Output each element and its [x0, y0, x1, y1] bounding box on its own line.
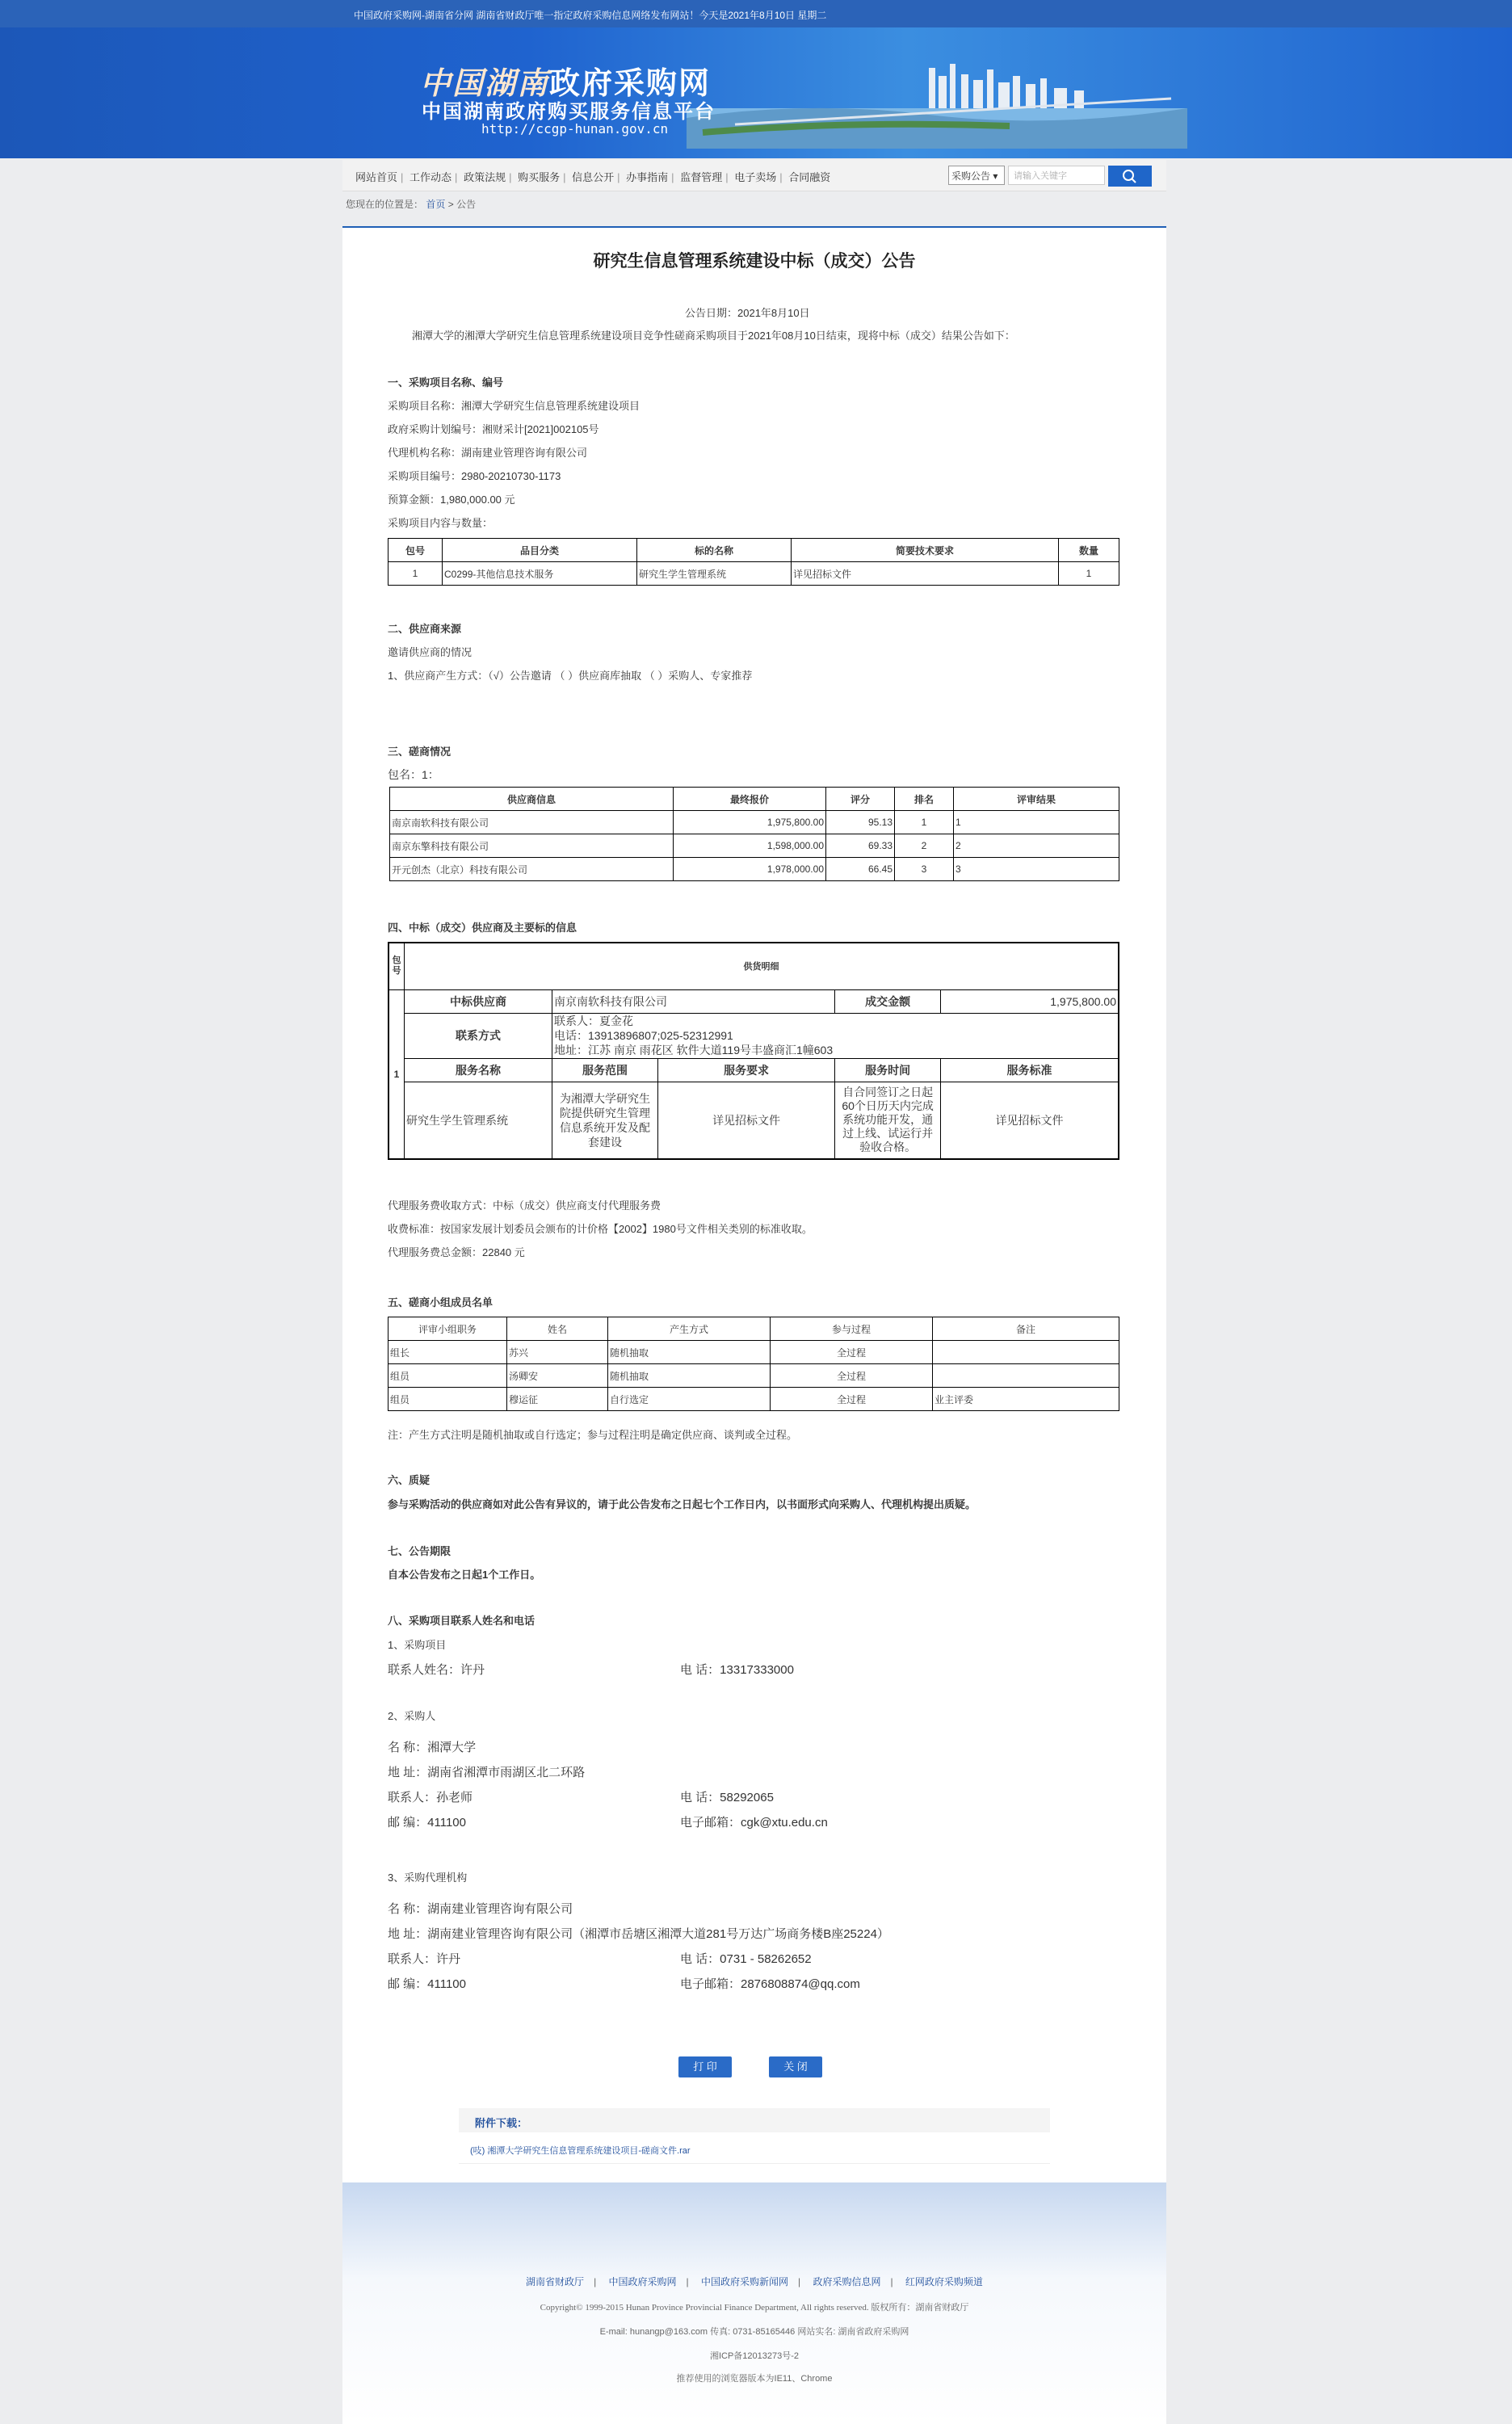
winner-contact: 联系人：夏金花 电话：13913896807;025-52312991 地址：江苏 南京 雨花区 软件大道119号丰盛商汇1幢603	[552, 1013, 1119, 1058]
period-text: 自本公告发布之日起1个工作日。	[388, 1569, 541, 1581]
site-logo[interactable]: 中国湖南政府采购网	[420, 65, 712, 101]
attachments-header: 附件下载：	[459, 2108, 1050, 2132]
table-row: 南京东擎科技有限公司 1,598,000.00 69.33 2 2	[390, 834, 1119, 858]
section-3-heading: 三、磋商情况	[388, 746, 452, 758]
section-8-heading: 八、采购项目联系人姓名和电话	[388, 1615, 536, 1627]
nav-item-finance[interactable]: 合同融资	[788, 171, 831, 183]
top-strip-text: 中国政府采购网-湖南省分网 湖南省财政厅唯一指定政府采购信息网络发布网站！今天是2021年8月10日 星期二	[354, 10, 827, 21]
footer-icp[interactable]: 湘ICP备12013273号-2	[709, 2351, 800, 2361]
section-6-heading: 六、质疑	[388, 1474, 430, 1486]
footer-contact: E-mail: hunangp@163.com 传真: 0731-85165446 网站实名: 湖南省政府采购网	[599, 2327, 909, 2337]
footer: 湖南省财政厅 | 中国政府采购网 | 中国政府采购新闻网 | 政府采购信息网 | 红网政府采购频道 Copyright© 1999-2015 Hunan Province Provincial Finance Department, All rights reserved. 版权所有：湖南省财政厅 E-mail: hunangp@163.com 传真: 0731-85165446 网站实名: 湖南省政府采购网 湘ICP备12013273号-2 推荐使用的浏览器版本为IE11、Chrome	[342, 2182, 1166, 2424]
search-category-select[interactable]: 采购公告 ▾	[948, 166, 1005, 185]
nav-item-work[interactable]: 工作动态	[410, 171, 452, 183]
winner-amount: 1,975,800.00	[941, 989, 1119, 1013]
items-table: 包号 品目分类 标的名称 简要技术要求 数量 1 C0299-其他信息技术服务 研究生学生管理系统 详见招标文件 1	[388, 538, 1119, 586]
table-row: 组员 穆运征 自行选定 全过程 业主评委	[388, 1388, 1119, 1411]
nav-item-home[interactable]: 网站首页	[355, 171, 398, 183]
table-row: 南京南软科技有限公司 1,975,800.00 95.13 1 1	[390, 811, 1119, 834]
nav-item-info[interactable]: 信息公开	[572, 171, 615, 183]
panel-table: 评审小组职务 姓名 产生方式 参与过程 备注 组长 苏兴 随机抽取 全过程 组员 汤卿安 随机抽取 全过程 组员 穆运征 自行选定 全过程 业主评委	[388, 1317, 1119, 1411]
supplier-source-label: 邀请供应商的情况	[388, 646, 472, 658]
site-url: http://ccgp-hunan.gov.cn	[481, 121, 669, 137]
nav-item-services[interactable]: 购买服务	[518, 171, 561, 183]
notice-title: 研究生信息管理系统建设中标（成交）公告	[593, 252, 916, 271]
city-skyline-image	[687, 52, 1187, 149]
budget: 预算金额：1,980,000.00 元	[388, 494, 515, 506]
footer-browser: 推荐使用的浏览器版本为IE11、Chrome	[676, 2374, 833, 2384]
search-input[interactable]: 请输入关键字	[1008, 166, 1105, 185]
nav-item-mall[interactable]: 电子卖场	[734, 171, 777, 183]
footer-link-news[interactable]: 中国政府采购新闻网	[700, 2276, 788, 2287]
agency-name: 代理机构名称：湖南建业管理咨询有限公司	[388, 447, 588, 459]
notice-intro: 湘潭大学的湘潭大学研究生信息管理系统建设项目竞争性磋商采购项目于2021年08月10日结束，现将中标（成交）结果公告如下：	[412, 330, 1015, 342]
nav-item-guide[interactable]: 办事指南	[626, 171, 669, 183]
fee-total: 代理服务费总金额：22840 元	[388, 1246, 525, 1258]
challenge-text: 参与采购活动的供应商如对此公告有异议的，请于此公告发布之日起七个工作日内，以书面形式向采购人、代理机构提出质疑。	[388, 1498, 976, 1510]
footer-copyright: Copyright© 1999-2015 Hunan Province Provincial Finance Department, All rights reserved. 版权所有：湖南省财政厅	[540, 2303, 969, 2313]
table-row: 组长 苏兴 随机抽取 全过程	[388, 1341, 1119, 1364]
top-strip	[0, 0, 1512, 27]
notice-date: 公告日期：2021年8月10日	[685, 307, 810, 319]
nav-item-policy[interactable]: 政策法规	[464, 171, 506, 183]
site-subtitle: 中国湖南政府购买服务信息平台	[422, 101, 716, 123]
search-icon	[1108, 166, 1152, 187]
fee-standard: 收费标准：按国家发展计划委员会颁布的计价格【2002】1980号文件相关类别的标准收取。	[388, 1223, 813, 1235]
winner-table: 包号 供货明细 1 中标供应商 南京南软科技有限公司 成交金额 1,975,800.00 联系方式 联系人：夏金花 电话：13913896807;025-52312991 地址：江苏 南京 雨花区 软件大道119号丰盛商汇1幢603 服务名称 服务范围 服务要求 服务时间 服务标准 研究生学生管理系统 为湘潭大学研究生 院提供研究生管理 信息系统开发及配 套建设 详见招标文件 自合同签订之日起 60个日历天内完成 系统功能开发，通 过上线、试运行并 验收合格。 详见招标文件	[388, 942, 1119, 1160]
winner-name: 南京南软科技有限公司	[552, 989, 835, 1013]
footer-link-finance[interactable]: 湖南省财政厅	[526, 2276, 585, 2287]
attachment-link[interactable]: (吱) 湘潭大学研究生信息管理系统建设项目-磋商文件.rar	[470, 2146, 691, 2156]
plan-number: 政府采购计划编号：湘财采计[2021]002105号	[388, 423, 599, 435]
section-7-heading: 七、公告期限	[388, 1545, 452, 1557]
content-quantity-label: 采购项目内容与数量：	[388, 517, 494, 529]
breadcrumb-current: 公告	[456, 199, 477, 210]
section-1-heading: 一、采购项目名称、编号	[388, 376, 504, 389]
section-5-heading: 五、磋商小组成员名单	[388, 1296, 494, 1309]
table-row: 开元创杰（北京）科技有限公司 1,978,000.00 66.45 3 3	[390, 858, 1119, 881]
print-button[interactable]: 打 印	[678, 2056, 732, 2077]
panel-note: 注：产生方式注明是随机抽取或自行选定；参与过程注明是确定供应商、谈判或全过程。	[388, 1429, 798, 1441]
fee-method: 代理服务费收取方式：中标（成交）供应商支付代理服务费	[388, 1199, 662, 1212]
table-row: 组员 汤卿安 随机抽取 全过程	[388, 1364, 1119, 1388]
section-4-heading: 四、中标（成交）供应商及主要标的信息	[388, 922, 578, 934]
site-banner	[0, 27, 1512, 158]
notice-content: 研究生信息管理系统建设中标（成交）公告 公告日期：2021年8月10日 湘潭大学的湘潭大学研究生信息管理系统建设项目竞争性磋商采购项目于2021年08月10日结束，现将中标（成交）结果公告如下： 一、采购项目名称、编号 采购项目名称：湘潭大学研究生信息管理系统建设项目 政府采购计划编号：湘财采计[2021]002105号 代理机构名称：湖南建业管理咨询有限公司 采购项目编号：2980-20210730-1173 预算金额：1,980,000.00 元 采购项目内容与数量： 包号 品目分类 标的名称 简要技术要求 数量 1 C0299-其他信息技术服务 研究生学生管理系统 详见招标文件 1 二、供应商来源 邀请供应商的情况 1、供应商产生方式：（√）公告邀请 （ ）供应商库抽取 （ ）采购人、专家推荐 三、磋商情况 包名：1： 供应商信息 最终报价 评分 排名 评审结果 南京南软科技有限公司 1,975,800.00 95.13 1 1 南京东擎科技有限公司 1,598,000.00 69.33 2 2 开元创杰（北京）科技有限公司 1,978,000.00 66.45 3 3 四、中标（成交）供应商及主要标的信息 包号 供货明细 1 中标供应商 南京南软科技有限公司 成交金额 1,975,800.00 联系方式 联系人：夏金花 电话：13913896807;025-52312991 地址：江苏 南京 雨花区 软件大道119号丰盛商汇1幢603 服务名称 服务范围 服务要求 服务时间 服务标准 研究生学生管理系统 为湘潭大学研究生 院提供研究生管理 信息系统开发及配 套建设 详见招标文件 自合同签订之日起 60个日历天内完成 系统功能开发，通 过上线、试运行并 验收合格。 详见招标文件 代理服务费收取方式：中标（成交）供应商支付代理服务费 收费标准：按国家发展计划委员会颁布的计价格【2002】1980号文件相关类别的标准收取。 代理服务费总金额：22840 元 五、磋商小组成员名单 评审小组职务 姓名 产生方式 参与过程 备注 组长 苏兴 随机抽取 全过程 组员 汤卿安 随机抽取 全过程 组员 穆运征 自行选定 全过程 业主评委 注：产生方式注明是随机抽取或自行选定；参与过程注明是确定供应商、谈判或全过程。 六、质疑 参与采购活动的供应商如对此公告有异议的，请于此公告发布之日起七个工作日内，以书面形式向采购人、代理机构提出质疑。 七、公告期限 自本公告发布之日起1个工作日。 八、采购项目联系人姓名和电话 1、采购项目 联系人姓名：许丹 电 话：13317333000 2、采购人 名 称：湘潭大学 地 址：湖南省湘潭市雨湖区北二环路 联系人：孙老师 电 话：58292065 邮 编：411100 电子邮箱：cgk@xtu.edu.cn 3、采购代理机构 名 称：湖南建业管理咨询有限公司 地 址：湖南建业管理咨询有限公司（湘潭市岳塘区湘潭大道281号万达广场商务楼B座25224） 联系人：许丹 电 话：0731 - 58262652 邮 编：411100 电子邮箱：2876808874@qq.com 打 印 关 闭 附件下载： (吱) 湘潭大学研究生信息管理系统建设项目-磋商文件.rar	[342, 226, 1166, 2184]
table-row: 1 C0299-其他信息技术服务 研究生学生管理系统 详见招标文件 1	[388, 562, 1119, 586]
close-button[interactable]: 关 闭	[769, 2056, 822, 2077]
breadcrumb-home[interactable]: 首页	[426, 199, 446, 210]
bids-table: 供应商信息 最终报价 评分 排名 评审结果 南京南软科技有限公司 1,975,800.00 95.13 1 1 南京东擎科技有限公司 1,598,000.00 69.33 2 2 开元创杰（北京）科技有限公司 1,978,000.00 66.45 3 3	[389, 787, 1119, 881]
search-button[interactable]	[1108, 166, 1152, 187]
project-number: 采购项目编号：2980-20210730-1173	[388, 470, 561, 482]
supplier-method: 1、供应商产生方式：（√）公告邀请 （ ）供应商库抽取 （ ）采购人、专家推荐	[388, 670, 753, 682]
breadcrumb: 您现在的位置是： 首页 > 公告	[346, 199, 477, 210]
section-2-heading: 二、供应商来源	[388, 623, 462, 635]
package-name: 包名：1：	[388, 768, 439, 781]
footer-link-info[interactable]: 政府采购信息网	[813, 2276, 881, 2287]
project-name: 采购项目名称：湘潭大学研究生信息管理系统建设项目	[388, 400, 640, 412]
nav-item-supervision[interactable]: 监督管理	[680, 171, 723, 183]
footer-link-ccgp[interactable]: 中国政府采购网	[608, 2276, 677, 2287]
main-nav: 网站首页 | 工作动态 | 政策法规 | 购买服务 | 信息公开 | 办事指南 | 监督管理 | 电子卖场 | 合同融资 采购公告 ▾ 请输入关键字	[342, 160, 1166, 191]
footer-link-rednet[interactable]: 红网政府采购频道	[905, 2276, 983, 2287]
